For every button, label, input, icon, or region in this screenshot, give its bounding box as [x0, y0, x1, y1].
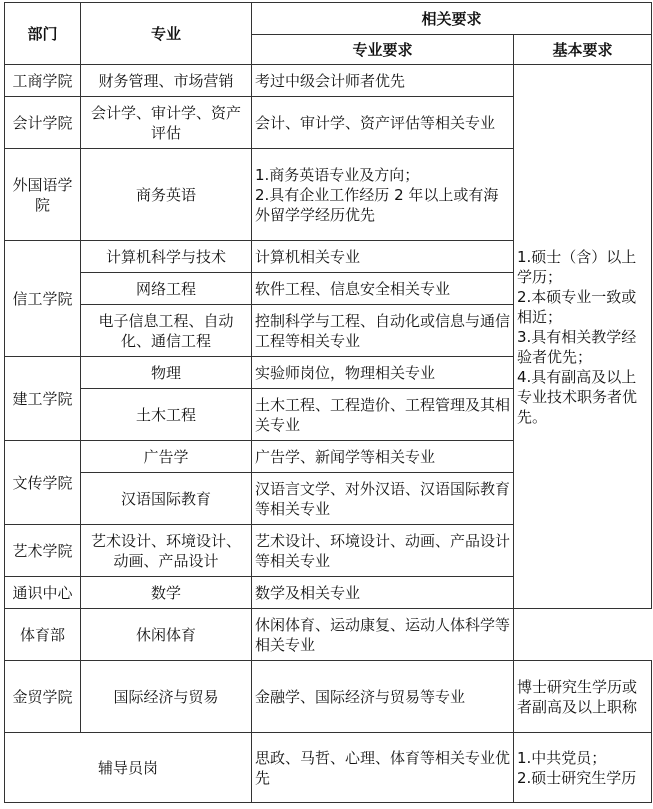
basic-requirement-cell: 1.硕士（含）以上学历； 2.本硕专业一致或相近； 3.具有相关教学经验者优先； 4.具有副高及以上专业技术职务者优先。: [514, 65, 652, 609]
major-cell: 广告学: [81, 441, 252, 473]
dept-cell: 外国语学院: [5, 149, 81, 241]
major-cell: 计算机科学与技术: [81, 241, 252, 273]
dept-cell: 信工学院: [5, 241, 81, 357]
table-row: [5, 609, 652, 661]
major-cell: 艺术设计、环境设计、动画、产品设计: [81, 525, 252, 577]
major-cell: 数学: [81, 577, 252, 609]
major-cell: 国际经济与贸易: [81, 661, 252, 733]
dept-cell: 会计学院: [5, 97, 81, 149]
dept-cell: 文传学院: [5, 441, 81, 525]
major-cell: 商务英语: [81, 149, 252, 241]
major-requirement-cell: 数学及相关专业: [252, 577, 514, 609]
major-requirement-cell: 金融学、国际经济与贸易等专业: [252, 661, 514, 733]
major-requirement-cell: 思政、马哲、心理、体育等相关专业优先: [252, 733, 514, 803]
dept-cell: 体育部: [5, 609, 81, 661]
table-row: [5, 661, 652, 733]
dept-cell: 建工学院: [5, 357, 81, 441]
major-requirement-cell: 软件工程、信息安全相关专业: [252, 273, 514, 305]
dept-cell: 通识中心: [5, 577, 81, 609]
dept-cell: 金贸学院: [5, 661, 81, 733]
major-requirement-cell: 计算机相关专业: [252, 241, 514, 273]
major-requirement-cell: 汉语言文学、对外汉语、汉语国际教育等相关专业: [252, 473, 514, 525]
major-requirement-cell: 控制科学与工程、自动化或信息与通信工程等相关专业: [252, 305, 514, 357]
table-row: [5, 65, 652, 97]
major-cell: 物理: [81, 357, 252, 389]
header-basic-requirement: 基本要求: [514, 35, 652, 65]
recruitment-table: [4, 2, 652, 803]
dept-cell: 艺术学院: [5, 525, 81, 577]
major-requirement-cell: 考过中级会计师者优先: [252, 65, 514, 97]
major-cell: 网络工程: [81, 273, 252, 305]
header-requirements: 相关要求: [252, 3, 652, 35]
dept-cell: 工商学院: [5, 65, 81, 97]
major-requirement-cell: 艺术设计、环境设计、动画、产品设计等相关专业: [252, 525, 514, 577]
basic-requirement-cell: 1.中共党员； 2.硕士研究生学历: [514, 733, 652, 803]
major-cell: 电子信息工程、自动化、通信工程: [81, 305, 252, 357]
major-requirement-cell: 休闲体育、运动康复、运动人体科学等相关专业: [252, 609, 514, 661]
major-cell: 财务管理、市场营销: [81, 65, 252, 97]
major-requirement-cell: 广告学、新闻学等相关专业: [252, 441, 514, 473]
major-requirement-cell: 会计、审计学、资产评估等相关专业: [252, 97, 514, 149]
major-cell: 休闲体育: [81, 609, 252, 661]
header-major: 专业: [81, 3, 252, 65]
major-requirement-cell: 1.商务英语专业及方向； 2.具有企业工作经历 2 年以上或有海外留学学经历优先: [252, 149, 514, 241]
header-dept: 部门: [5, 3, 81, 65]
major-cell: 会计学、审计学、资产评估: [81, 97, 252, 149]
major-cell: 汉语国际教育: [81, 473, 252, 525]
major-requirement-cell: 土木工程、工程造价、工程管理及其相关专业: [252, 389, 514, 441]
major-cell: 土木工程: [81, 389, 252, 441]
table-row: [5, 733, 652, 803]
basic-requirement-cell: 博士研究生学历或者副高及以上职称: [514, 661, 652, 733]
header-major-requirement: 专业要求: [252, 35, 514, 65]
dept-cell: 辅导员岗: [5, 733, 252, 803]
major-requirement-cell: 实验师岗位，物理相关专业: [252, 357, 514, 389]
